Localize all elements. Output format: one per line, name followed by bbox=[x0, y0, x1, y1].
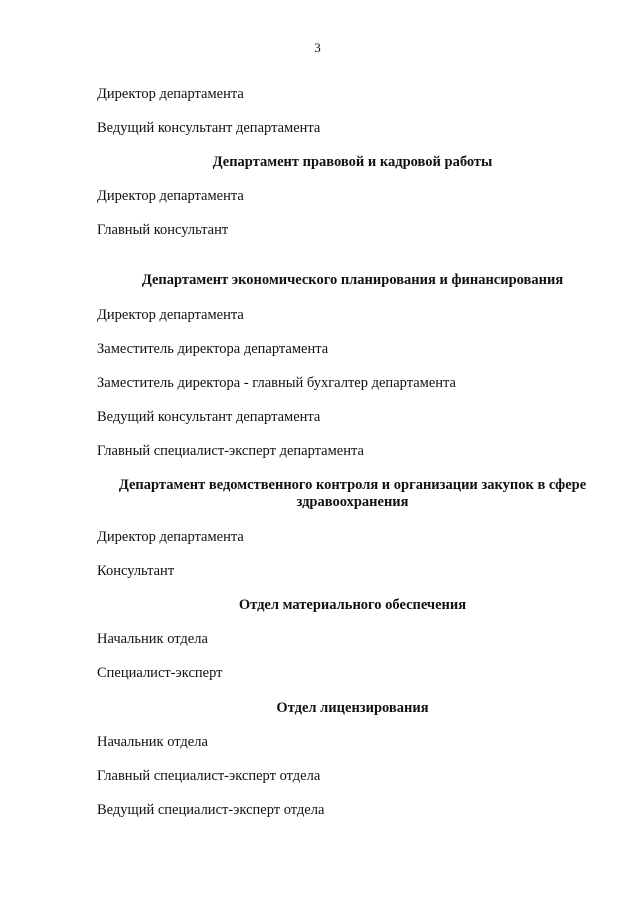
position-line: Директор департамента bbox=[97, 307, 244, 323]
department-heading-continuation: здравоохранения bbox=[296, 494, 409, 510]
position-line: Заместитель директора - главный бухгалтер департамента bbox=[97, 375, 456, 391]
position-line: Заместитель директора департамента bbox=[97, 341, 329, 357]
position-line: Ведущий консультант департамента bbox=[97, 409, 321, 425]
section-heading: Отдел лицензирования bbox=[276, 700, 429, 716]
department-heading: Департамент правовой и кадровой работы bbox=[212, 154, 493, 170]
position-line: Специалист-эксперт bbox=[97, 665, 223, 681]
position-line: Директор департамента bbox=[97, 188, 244, 204]
position-line: Главный специалист-эксперт отдела bbox=[97, 768, 321, 784]
position-line: Главный специалист-эксперт департамента bbox=[97, 443, 364, 459]
department-heading: Департамент экономического планирования и финансирования bbox=[141, 272, 564, 288]
position-line: Начальник отдела bbox=[97, 631, 208, 647]
position-line: Начальник отдела bbox=[97, 734, 208, 750]
page-number: 3 bbox=[314, 40, 321, 55]
position-line: Главный консультант bbox=[97, 222, 229, 238]
position-line: Директор департамента bbox=[97, 86, 244, 102]
section-heading: Отдел материального обеспечения bbox=[238, 597, 467, 613]
position-line: Директор департамента bbox=[97, 529, 244, 545]
position-line: Ведущий специалист-эксперт отдела bbox=[97, 802, 325, 818]
department-heading: Департамент ведомственного контроля и организации закупок в сфере bbox=[118, 477, 587, 493]
position-line: Ведущий консультант департамента bbox=[97, 120, 321, 136]
position-line: Консультант bbox=[97, 563, 175, 579]
